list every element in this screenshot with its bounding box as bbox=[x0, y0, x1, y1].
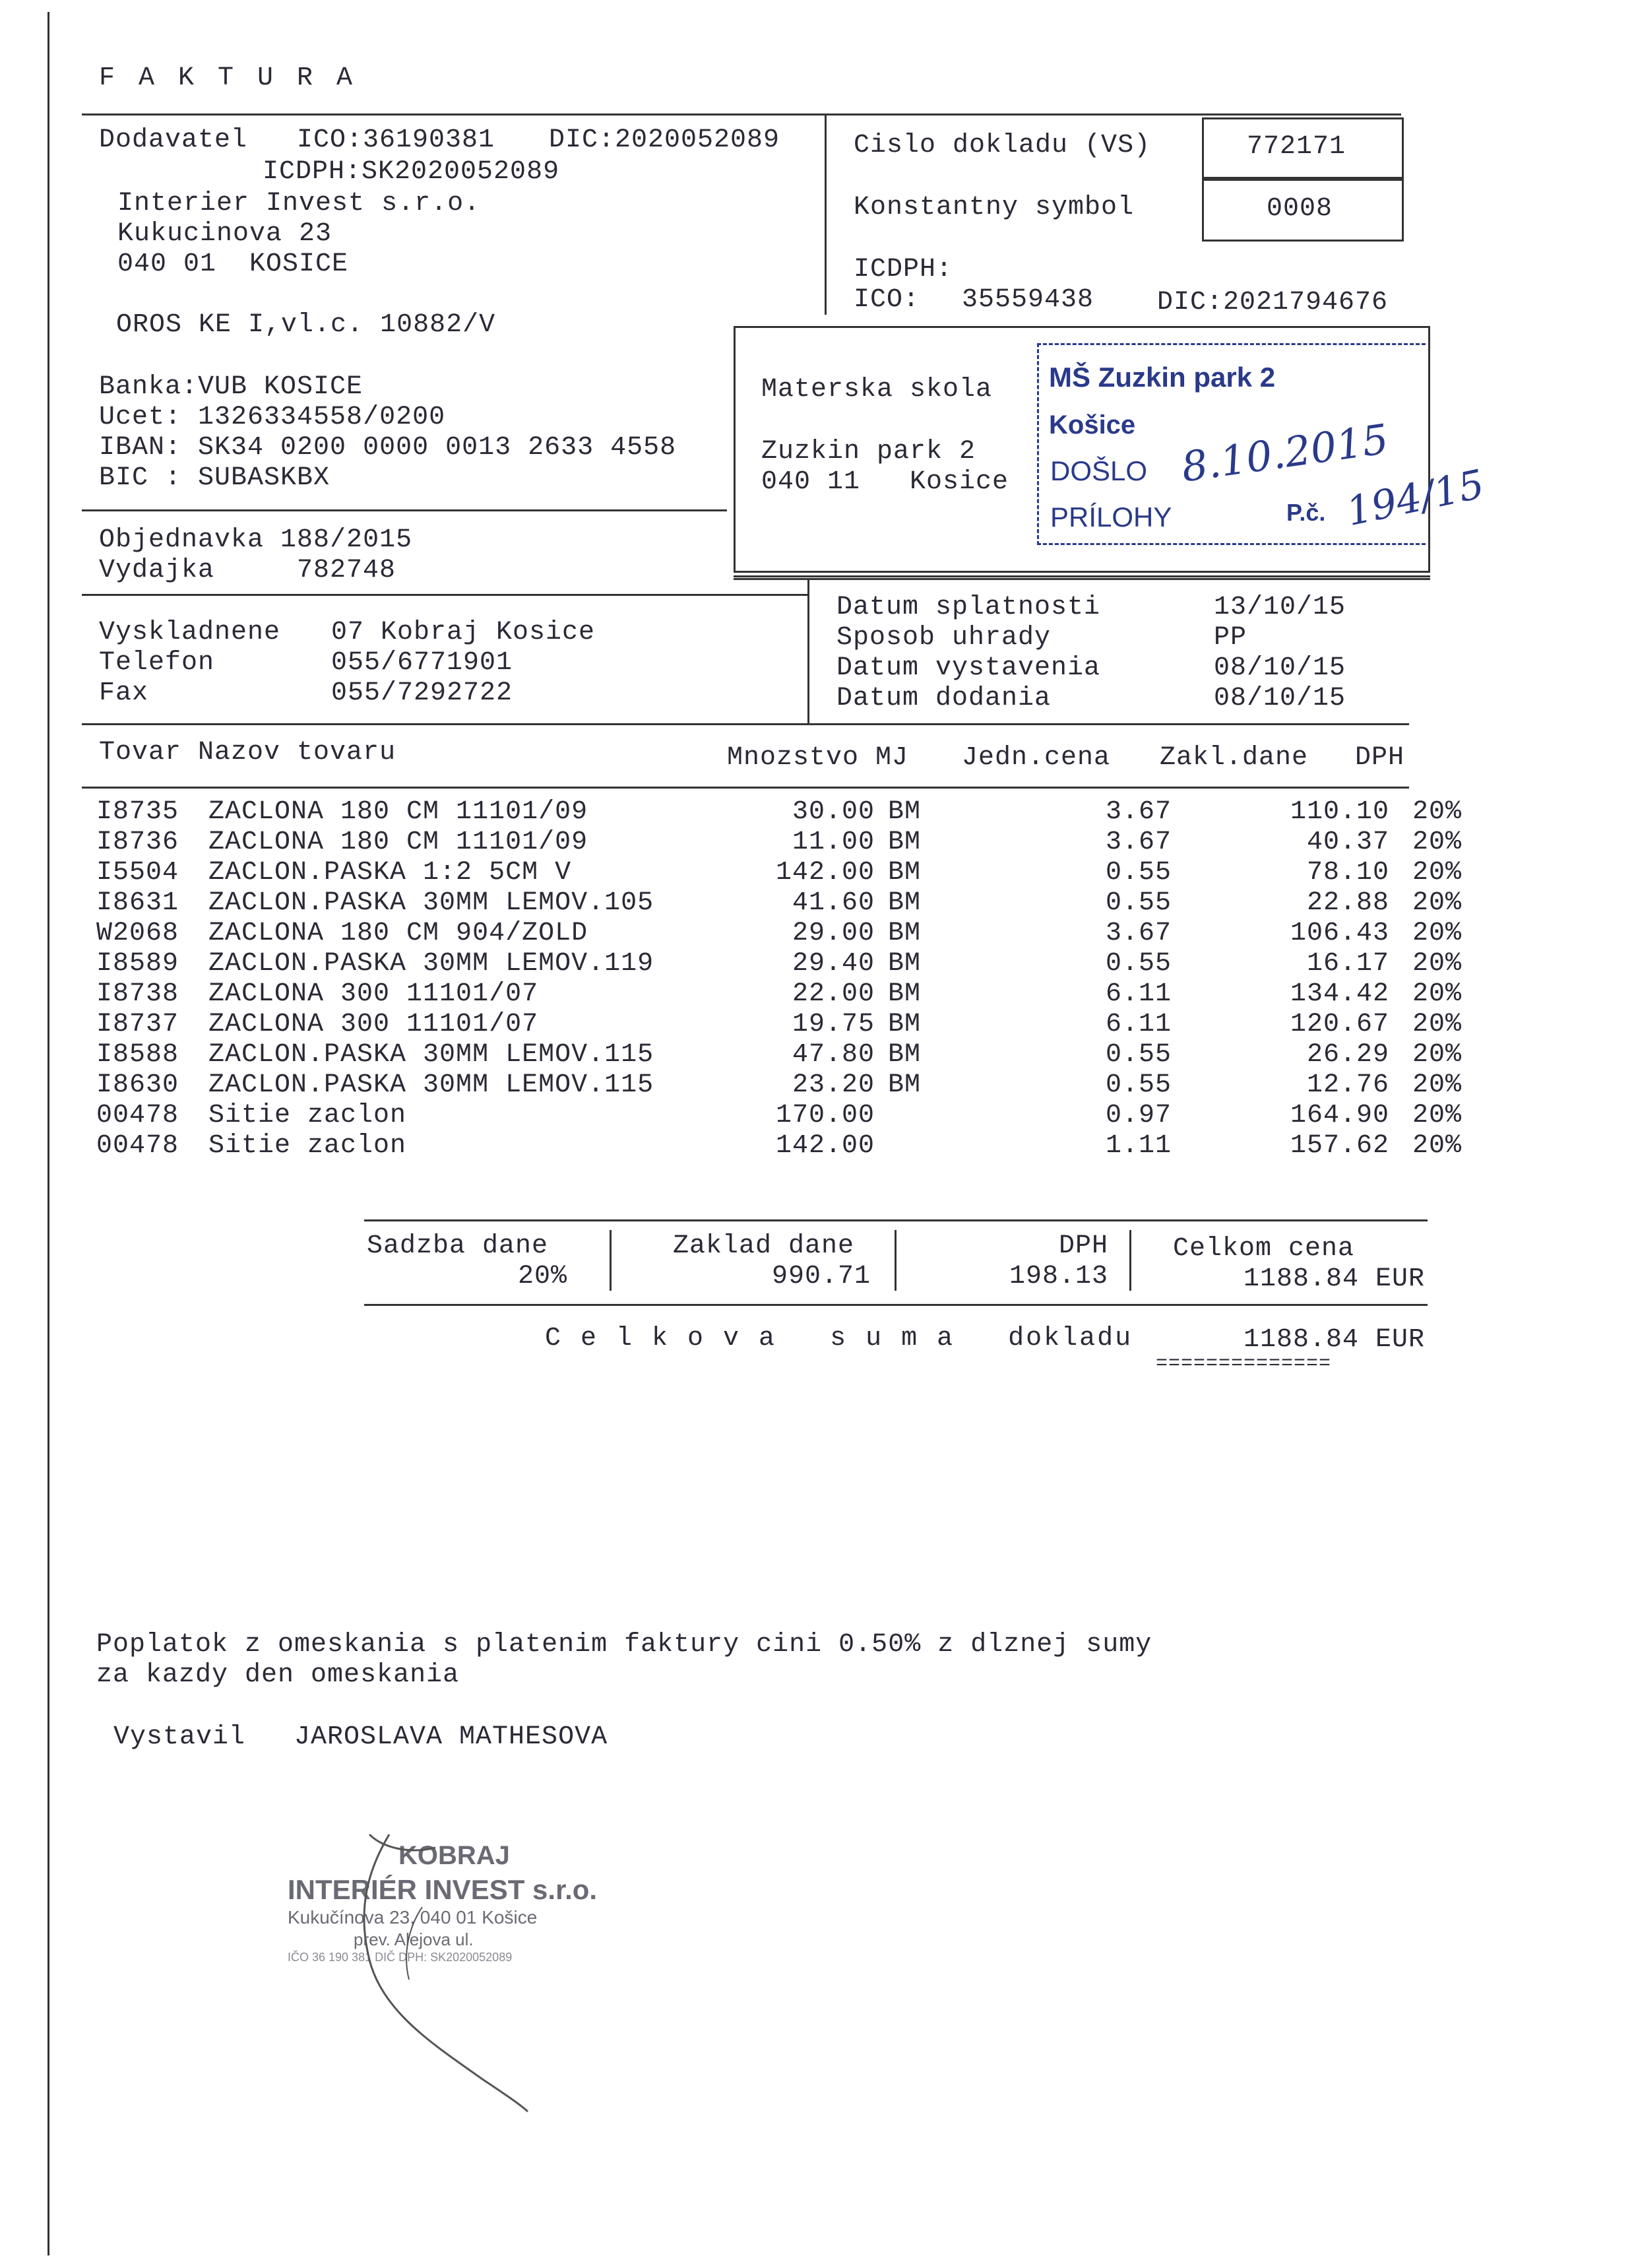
item-price: 0.97 bbox=[1105, 1101, 1172, 1130]
dispatch-top-rule bbox=[82, 594, 807, 596]
item-name: ZACLONA 180 CM 11101/09 bbox=[208, 827, 588, 857]
col-zakl-dane: Zakl.dane bbox=[1160, 743, 1309, 773]
item-base: 134.42 bbox=[1290, 979, 1389, 1009]
item-name: ZACLONA 180 CM 904/ZOLD bbox=[208, 919, 588, 948]
item-mj: BM bbox=[888, 1040, 922, 1070]
col-tovar: Tovar Nazov tovaru bbox=[99, 738, 396, 767]
stamp-pc: P.č. bbox=[1286, 499, 1326, 526]
doc-number: 772171 bbox=[1247, 132, 1346, 162]
zaklad-value: 990.71 bbox=[771, 1262, 871, 1291]
item-mj bbox=[875, 1131, 954, 1161]
supplier-city: 040 01 KOSICE bbox=[117, 249, 349, 279]
item-vat: 20% bbox=[1412, 919, 1462, 948]
table-row bbox=[96, 1010, 1462, 1040]
dates-top-rule bbox=[734, 578, 1430, 580]
supplier-icdph: ICDPH:SK2020052089 bbox=[263, 157, 560, 187]
item-price: 3.67 bbox=[1105, 797, 1172, 827]
item-code: 00478 bbox=[96, 1131, 179, 1161]
stamp-number-handwritten: 194/15 bbox=[1342, 461, 1489, 536]
item-base: 40.37 bbox=[1306, 827, 1389, 857]
stamp-prilohy: PRÍLOHY bbox=[1050, 502, 1172, 533]
zaklad-label: Zaklad dane bbox=[673, 1231, 855, 1261]
splatnost-value: 13/10/15 bbox=[1214, 593, 1346, 622]
total-value: 1188.84 EUR bbox=[1243, 1325, 1425, 1355]
item-price: 3.67 bbox=[1105, 827, 1172, 857]
item-price: 6.11 bbox=[1105, 979, 1172, 1009]
total-label: C e l k o v a s u m a dokladu bbox=[545, 1324, 1133, 1353]
item-name: ZACLONA 300 11101/07 bbox=[208, 1010, 539, 1039]
item-name: Sitie zaclon bbox=[208, 1131, 407, 1161]
item-vat: 20% bbox=[1412, 888, 1462, 918]
item-qty: 142.00 bbox=[775, 858, 875, 888]
item-base: 110.10 bbox=[1290, 797, 1389, 827]
company-stamp-branch: prev. Alejova ul. bbox=[354, 1929, 474, 1949]
summary-divider-1 bbox=[610, 1230, 612, 1291]
table-row bbox=[96, 949, 1462, 979]
issuer-name: JAROSLAVA MATHESOVA bbox=[294, 1722, 608, 1752]
item-base: 106.43 bbox=[1290, 919, 1389, 948]
table-row bbox=[96, 888, 1462, 919]
doc-number-label: Cislo dokladu (VS) bbox=[854, 131, 1151, 160]
top-rule bbox=[82, 113, 1401, 115]
dodanie-value: 08/10/15 bbox=[1214, 684, 1346, 713]
item-qty: 41.60 bbox=[792, 888, 875, 918]
uhrada-label: Sposob uhrady bbox=[836, 623, 1052, 653]
item-name: ZACLON.PASKA 30MM LEMOV.119 bbox=[208, 949, 654, 979]
items-table bbox=[96, 797, 1462, 1161]
late-fee-note-line1: Poplatok z omeskania s platenim faktury cini 0.50% z dlznej sumy bbox=[96, 1630, 1152, 1660]
vydajka-label: Vydajka bbox=[99, 556, 215, 585]
fax-value: 055/7292722 bbox=[331, 678, 513, 708]
company-stamp-address: Kukučínova 23, 040 01 Košice bbox=[288, 1907, 538, 1928]
item-name: ZACLON.PASKA 1:2 5CM V bbox=[208, 858, 572, 888]
item-price: 0.55 bbox=[1105, 1040, 1172, 1070]
vydajka-number: 782748 bbox=[297, 556, 396, 585]
table-row bbox=[96, 979, 1462, 1010]
celkom-label: Celkom cena bbox=[1173, 1234, 1355, 1264]
item-name: ZACLON.PASKA 30MM LEMOV.105 bbox=[208, 888, 654, 918]
celkom-value: 1188.84 EUR bbox=[1243, 1264, 1425, 1294]
company-stamp-ids: IČO 36 190 381 DIČ DPH: SK2020052089 bbox=[288, 1951, 513, 1964]
vystavenie-value: 08/10/15 bbox=[1214, 653, 1346, 683]
item-mj: BM bbox=[888, 827, 922, 857]
item-base: 120.67 bbox=[1290, 1010, 1389, 1039]
vystavenie-label: Datum vystavenia bbox=[836, 653, 1101, 683]
customer-box-shadow-line bbox=[734, 575, 1430, 577]
konst-symbol: 0008 bbox=[1267, 194, 1333, 224]
item-price: 0.55 bbox=[1105, 1070, 1172, 1100]
item-base: 16.17 bbox=[1306, 949, 1389, 979]
supplier-iban: IBAN: SK34 0200 0000 0013 2633 4558 bbox=[99, 433, 677, 463]
order-number: Objednavka 188/2015 bbox=[99, 525, 413, 555]
item-vat: 20% bbox=[1412, 1131, 1462, 1161]
left-border-line bbox=[47, 12, 49, 2255]
item-mj: BM bbox=[888, 979, 922, 1009]
items-header-top-rule bbox=[82, 723, 1409, 725]
item-base: 22.88 bbox=[1306, 888, 1389, 918]
col-dph: DPH bbox=[1355, 743, 1405, 773]
uhrada-value: PP bbox=[1214, 623, 1247, 653]
item-qty: 29.00 bbox=[792, 919, 875, 948]
item-mj: BM bbox=[888, 949, 922, 979]
item-vat: 20% bbox=[1412, 827, 1462, 857]
telefon-value: 055/6771901 bbox=[331, 648, 513, 678]
item-vat: 20% bbox=[1412, 1010, 1462, 1039]
item-price: 1.11 bbox=[1105, 1131, 1172, 1161]
supplier-register: OROS KE I,vl.c. 10882/V bbox=[116, 310, 496, 340]
supplier-divider bbox=[825, 113, 827, 315]
summary-divider-3 bbox=[1129, 1230, 1131, 1291]
item-price: 6.11 bbox=[1105, 1010, 1172, 1039]
total-double-underline: ============== bbox=[1156, 1353, 1332, 1375]
item-code: I5504 bbox=[96, 858, 179, 888]
supplier-dic: DIC:2020052089 bbox=[549, 125, 780, 155]
customer-name: Materska skola bbox=[761, 375, 993, 405]
col-mnozstvo: Mnozstvo MJ bbox=[727, 743, 909, 773]
sadzba-label: Sadzba dane bbox=[367, 1231, 549, 1261]
item-name: ZACLON.PASKA 30MM LEMOV.115 bbox=[208, 1070, 654, 1100]
supplier-bank: Banka:VUB KOSICE bbox=[99, 372, 363, 402]
item-vat: 20% bbox=[1412, 1040, 1462, 1070]
dph-label: DPH bbox=[1058, 1231, 1108, 1261]
item-qty: 30.00 bbox=[792, 797, 875, 827]
item-qty: 29.40 bbox=[792, 949, 875, 979]
item-code: I8630 bbox=[96, 1070, 179, 1100]
col-jedn-cena: Jedn.cena bbox=[962, 743, 1111, 773]
item-mj: BM bbox=[888, 919, 922, 948]
fax-label: Fax bbox=[99, 678, 149, 708]
item-mj bbox=[875, 1101, 954, 1131]
konst-symbol-label: Konstantny symbol bbox=[854, 193, 1135, 222]
table-row bbox=[96, 1070, 1462, 1101]
item-qty: 47.80 bbox=[792, 1040, 875, 1070]
item-mj: BM bbox=[888, 858, 922, 888]
item-qty: 22.00 bbox=[792, 979, 875, 1009]
splatnost-label: Datum splatnosti bbox=[836, 593, 1101, 622]
item-code: 00478 bbox=[96, 1101, 179, 1130]
items-header-bottom-rule bbox=[82, 787, 1409, 789]
supplier-bic: BIC : SUBASKBX bbox=[99, 463, 330, 493]
table-row bbox=[96, 1040, 1462, 1070]
supplier-ico: ICO:36190381 bbox=[297, 125, 495, 155]
supplier-label: Dodavatel bbox=[99, 125, 248, 155]
item-base: 157.62 bbox=[1290, 1131, 1389, 1161]
item-code: W2068 bbox=[96, 919, 179, 948]
item-price: 0.55 bbox=[1105, 888, 1172, 918]
summary-divider-2 bbox=[895, 1230, 897, 1291]
customer-city: 040 11 Kosice bbox=[761, 467, 1009, 497]
order-top-rule bbox=[82, 509, 727, 511]
table-row bbox=[96, 858, 1462, 888]
item-mj: BM bbox=[888, 888, 922, 918]
item-base: 78.10 bbox=[1306, 858, 1389, 888]
dph-value: 198.13 bbox=[1009, 1262, 1108, 1291]
item-vat: 20% bbox=[1412, 858, 1462, 888]
supplier-name: Interier Invest s.r.o. bbox=[117, 189, 481, 218]
telefon-label: Telefon bbox=[99, 648, 215, 678]
customer-street: Zuzkin park 2 bbox=[761, 437, 976, 467]
item-mj: BM bbox=[888, 1010, 922, 1039]
item-code: I8735 bbox=[96, 797, 179, 827]
dates-divider bbox=[807, 578, 809, 723]
item-code: I8588 bbox=[96, 1040, 179, 1070]
item-vat: 20% bbox=[1412, 979, 1462, 1009]
item-name: ZACLONA 180 CM 11101/09 bbox=[208, 797, 588, 827]
customer-ico: 35559438 bbox=[962, 285, 1094, 315]
item-code: I8631 bbox=[96, 888, 179, 918]
customer-icdph-label: ICDPH: bbox=[854, 255, 953, 284]
item-qty: 11.00 bbox=[792, 827, 875, 857]
item-price: 0.55 bbox=[1105, 949, 1172, 979]
item-code: I8737 bbox=[96, 1010, 179, 1039]
late-fee-note-line2: za kazdy den omeskania bbox=[96, 1660, 460, 1690]
dodanie-label: Datum dodania bbox=[836, 684, 1052, 713]
issuer-label: Vystavil bbox=[113, 1722, 246, 1752]
item-price: 0.55 bbox=[1105, 858, 1172, 888]
stamp-date-handwritten: 8.10.2015 bbox=[1178, 414, 1392, 492]
item-code: I8589 bbox=[96, 949, 179, 979]
item-code: I8736 bbox=[96, 827, 179, 857]
item-mj: BM bbox=[888, 1070, 922, 1100]
item-vat: 20% bbox=[1412, 797, 1462, 827]
sadzba-value: 20% bbox=[517, 1262, 567, 1291]
item-name: ZACLONA 300 11101/07 bbox=[208, 979, 539, 1009]
company-stamp-kobraj: KOBRAJ bbox=[398, 1841, 510, 1870]
item-name: ZACLON.PASKA 30MM LEMOV.115 bbox=[208, 1040, 654, 1070]
item-qty: 19.75 bbox=[792, 1010, 875, 1039]
item-code: I8738 bbox=[96, 979, 179, 1009]
item-qty: 170.00 bbox=[775, 1101, 875, 1130]
customer-ico-label: ICO: bbox=[854, 285, 920, 315]
invoice-title: F A K T U R A bbox=[99, 63, 357, 93]
item-vat: 20% bbox=[1412, 949, 1462, 979]
signature-icon bbox=[330, 1828, 554, 2118]
company-stamp-name: INTERIÉR INVEST s.r.o. bbox=[288, 1874, 598, 1905]
item-qty: 23.20 bbox=[792, 1070, 875, 1100]
item-base: 12.76 bbox=[1306, 1070, 1389, 1100]
summary-top-rule bbox=[364, 1219, 1428, 1221]
table-row bbox=[96, 827, 1462, 858]
item-base: 164.90 bbox=[1290, 1101, 1389, 1130]
items-body bbox=[96, 797, 1462, 1161]
summary-bottom-rule bbox=[364, 1304, 1428, 1306]
vyskladnene-label: Vyskladnene bbox=[99, 618, 281, 647]
item-name: Sitie zaclon bbox=[208, 1101, 407, 1130]
table-row bbox=[96, 1131, 1462, 1161]
stamp-city: Košice bbox=[1049, 410, 1136, 439]
item-price: 3.67 bbox=[1105, 919, 1172, 948]
stamp-doslo: DOŠLO bbox=[1050, 455, 1148, 486]
item-base: 26.29 bbox=[1306, 1040, 1389, 1070]
supplier-account: Ucet: 1326334558/0200 bbox=[99, 403, 446, 432]
item-qty: 142.00 bbox=[775, 1131, 875, 1161]
customer-dic: DIC:2021794676 bbox=[1157, 288, 1389, 317]
table-row bbox=[96, 919, 1462, 949]
table-row bbox=[96, 797, 1462, 827]
vyskladnene-value: 07 Kobraj Kosice bbox=[331, 618, 596, 647]
item-vat: 20% bbox=[1412, 1070, 1462, 1100]
item-vat: 20% bbox=[1412, 1101, 1462, 1130]
item-mj: BM bbox=[888, 797, 922, 827]
table-row bbox=[96, 1101, 1462, 1131]
stamp-school: MŠ Zuzkin park 2 bbox=[1049, 362, 1276, 393]
supplier-street: Kukucinova 23 bbox=[117, 219, 332, 249]
